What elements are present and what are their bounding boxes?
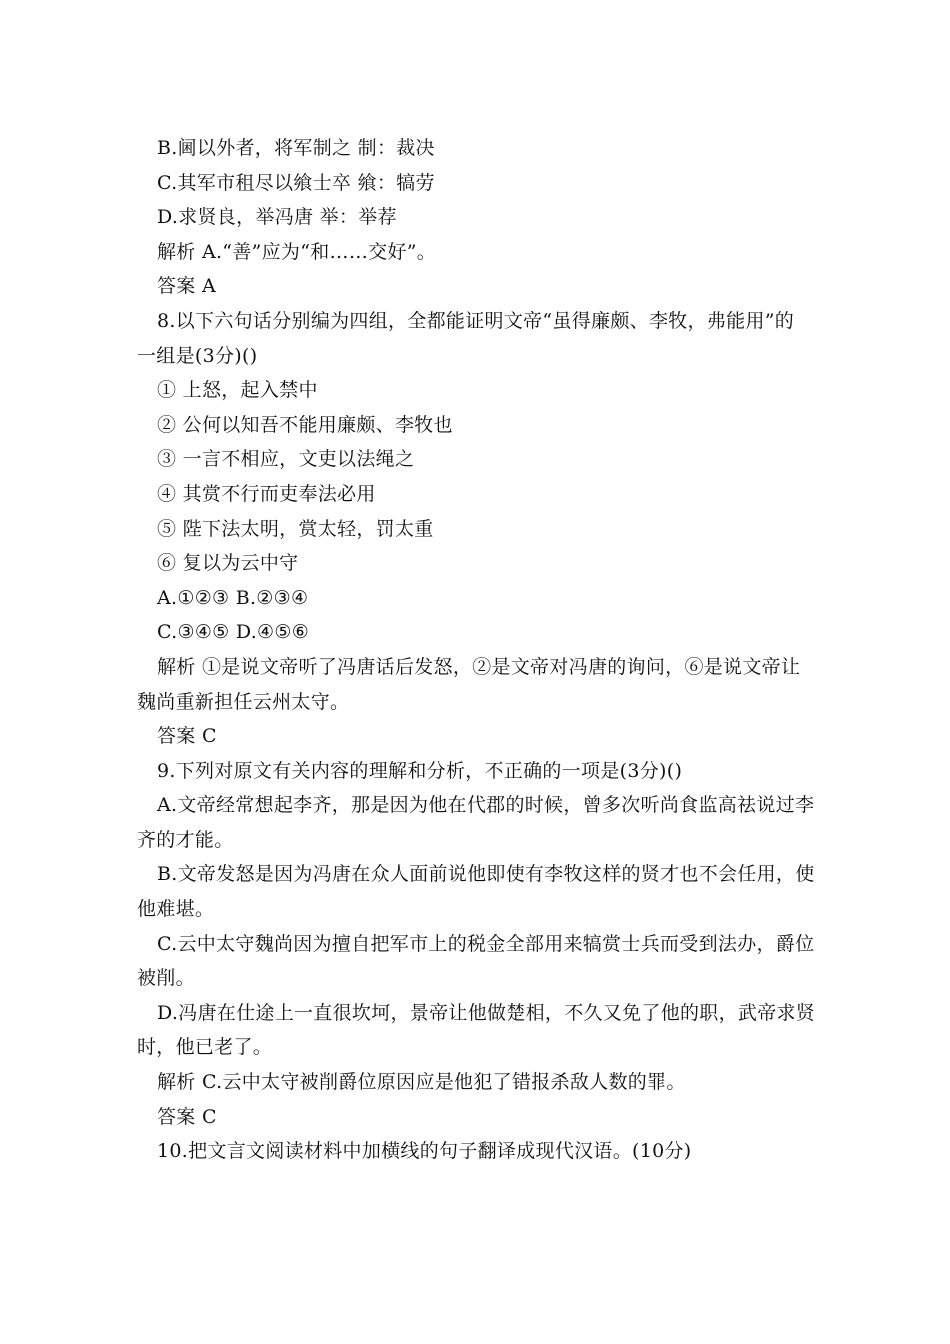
text-line: ③ 一言不相应，文吏以法绳之 <box>157 448 415 471</box>
text-line-continuation: 被削。 <box>137 967 195 990</box>
text-line: A.文帝经常想起李齐，那是因为他在代郡的时候，曾多次听尚食监高祛说过李 <box>157 794 815 817</box>
text-line: C.其军市租尽以飨士卒 飨：犒劳 <box>157 171 435 194</box>
text-line: C.③④⑤ D.④⑤⑥ <box>157 621 310 644</box>
text-line: ② 公何以知吾不能用廉颇、李牧也 <box>157 413 453 436</box>
text-line: 解析 A.“善”应为“和……交好”。 <box>157 240 437 263</box>
text-line-continuation: 他难堪。 <box>137 898 215 921</box>
text-line: D.求贤良，举冯唐 举：举荐 <box>157 206 397 229</box>
document-content <box>137 131 816 1169</box>
text-line: B.文帝发怒是因为冯唐在众人面前说他即使有李牧这样的贤才也不会任用，使 <box>157 863 815 886</box>
text-line: 解析 ①是说文帝听了冯唐话后发怒，②是文帝对冯唐的询问，⑥是说文帝让 <box>157 655 801 678</box>
text-line: ⑥ 复以为云中守 <box>157 552 299 575</box>
text-line: A.①②③ B.②③④ <box>157 586 309 609</box>
text-line: ① 上怒，起入禁中 <box>157 379 318 402</box>
text-line: 答案 A <box>157 275 216 298</box>
text-line: ⑤ 陛下法太明，赏太轻，罚太重 <box>157 517 434 540</box>
text-line: 答案 C <box>157 725 217 748</box>
text-line-continuation: 一组是(3分)() <box>137 344 258 367</box>
text-line-continuation: 魏尚重新担任云州太守。 <box>137 690 350 713</box>
text-line: 10.把文言文阅读材料中加横线的句子翻译成现代汉语。(10分) <box>157 1140 692 1163</box>
text-line: C.云中太守魏尚因为擅自把军市上的税金全部用来犒赏士兵而受到法办，爵位 <box>157 932 815 955</box>
text-line-continuation: 齐的才能。 <box>137 828 234 851</box>
text-line: 8.以下六句话分别编为四组，全都能证明文帝“虽得廉颇、李牧，弗能用”的 <box>157 309 795 332</box>
text-line: 解析 C.云中太守被削爵位原因应是他犯了错报杀敌人数的罪。 <box>157 1071 686 1094</box>
text-line-continuation: 时，他已老了。 <box>137 1036 273 1059</box>
text-line: D.冯唐在仕途上一直很坎坷，景帝让他做楚相，不久又免了他的职，武帝求贤 <box>157 1001 816 1024</box>
text-line: B.阃以外者，将军制之 制：裁决 <box>157 137 435 159</box>
text-line: ④ 其赏不行而吏奉法必用 <box>157 482 376 505</box>
text-line: 答案 C <box>157 1105 217 1128</box>
text-line: 9.下列对原文有关内容的理解和分析，不正确的一项是(3分)() <box>157 759 683 782</box>
